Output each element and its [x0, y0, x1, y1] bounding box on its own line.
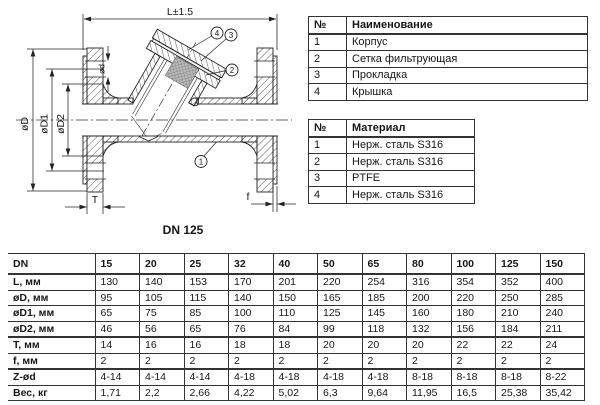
dimension-value-cell: 240: [540, 306, 585, 322]
row-number-cell: 3: [309, 67, 347, 84]
dimension-value-cell: 1,71: [95, 385, 140, 401]
dimension-value-cell: 220: [451, 290, 496, 306]
dn-size-header: 32: [229, 254, 274, 275]
dimension-value-cell: 118: [362, 321, 407, 337]
dimension-value-cell: 201: [273, 274, 318, 290]
table-row: [8, 369, 585, 385]
dimension-value-cell: 20: [318, 337, 363, 353]
dim-f-label: f: [246, 191, 250, 203]
dimension-value-cell: 316: [407, 274, 452, 290]
dn-size-header: 100: [451, 254, 496, 275]
drawing-caption: DN 125: [162, 223, 204, 237]
dimension-value-cell: 4-14: [140, 369, 185, 385]
dimension-value-cell: 65: [95, 306, 140, 322]
dn-size-header: 80: [407, 254, 452, 275]
row-number-cell: 1: [309, 137, 347, 154]
callout-3: 3: [228, 30, 234, 40]
dimension-value-cell: 2: [540, 353, 585, 369]
dimension-value-cell: 184: [496, 321, 541, 337]
table-row: [309, 84, 588, 101]
dimension-value-cell: 115: [184, 290, 229, 306]
dimension-row-label: Z-ød: [8, 369, 95, 385]
dimension-value-cell: 211: [540, 321, 585, 337]
dimension-value-cell: 250: [496, 290, 541, 306]
dimension-value-cell: 140: [140, 274, 185, 290]
dimension-value-cell: 20: [362, 337, 407, 353]
row-number-cell: 4: [309, 84, 347, 101]
dimension-value-cell: 354: [451, 274, 496, 290]
materials-col-number: №: [309, 120, 347, 137]
hub-left-bottom: [103, 136, 118, 156]
row-text-cell: Нерж. сталь S316: [347, 154, 475, 171]
table-row: [309, 67, 588, 84]
dimension-value-cell: 85: [184, 306, 229, 322]
dim-length-label: L±1.5: [166, 6, 194, 18]
parts-table: [308, 16, 588, 101]
dimension-value-cell: 352: [496, 274, 541, 290]
dimension-value-cell: 2: [451, 353, 496, 369]
dimension-value-cell: 35,42: [540, 385, 585, 401]
dimension-value-cell: 46: [95, 321, 140, 337]
valve-drawing: [0, 0, 302, 250]
dimension-value-cell: 2: [407, 353, 452, 369]
dimension-value-cell: 4-18: [362, 369, 407, 385]
table-header-row: [309, 120, 475, 137]
dimension-value-cell: 4-18: [273, 369, 318, 385]
parts-col-number: №: [309, 17, 347, 34]
table-row: [309, 187, 475, 204]
dimension-value-cell: 18: [229, 337, 274, 353]
dn-size-header: 40: [273, 254, 318, 275]
dimension-value-cell: 2,66: [184, 385, 229, 401]
dimension-value-cell: 22: [496, 337, 541, 353]
materials-table: [308, 119, 475, 204]
dimension-value-cell: 2: [184, 353, 229, 369]
row-number-cell: 2: [309, 51, 347, 68]
dimension-value-cell: 65: [184, 321, 229, 337]
dimension-value-cell: 105: [140, 290, 185, 306]
dimension-row-label: T, мм: [8, 337, 95, 353]
dimension-value-cell: 4-18: [229, 369, 274, 385]
dimension-row-label: L, мм: [8, 274, 95, 290]
row-number-cell: 3: [309, 170, 347, 187]
table-row: [309, 34, 588, 51]
dimension-row-label: øD1, мм: [8, 306, 95, 322]
dimension-value-cell: 8-18: [407, 369, 452, 385]
row-number-cell: 4: [309, 187, 347, 204]
row-text-cell: PTFE: [347, 170, 475, 187]
dimension-value-cell: 2: [95, 353, 140, 369]
dimension-value-cell: 16: [140, 337, 185, 353]
table-row: [8, 290, 585, 306]
dimension-value-cell: 220: [318, 274, 363, 290]
table-row: [309, 137, 475, 154]
parts-col-name: Наименование: [347, 17, 588, 34]
dimension-value-cell: 150: [273, 290, 318, 306]
dimension-value-cell: 132: [407, 321, 452, 337]
dn-size-header: 25: [184, 254, 229, 275]
dimension-value-cell: 20: [407, 337, 452, 353]
dimension-value-cell: 14: [95, 337, 140, 353]
dimension-value-cell: 8-22: [540, 369, 585, 385]
dimension-value-cell: 24: [540, 337, 585, 353]
dimension-value-cell: 16: [184, 337, 229, 353]
callout-1: 1: [198, 157, 204, 167]
row-text-cell: Нерж. сталь S316: [347, 137, 475, 154]
dn-size-header: 20: [140, 254, 185, 275]
dimension-row-label: Вес, кг: [8, 385, 95, 401]
dn-size-header: 15: [95, 254, 140, 275]
table-row: [8, 337, 585, 353]
dimension-value-cell: 56: [140, 321, 185, 337]
dn-size-header: 125: [496, 254, 541, 275]
dimension-value-cell: 156: [451, 321, 496, 337]
dimension-value-cell: 16,5: [451, 385, 496, 401]
dimension-value-cell: 125: [318, 306, 363, 322]
table-row: [309, 170, 475, 187]
dimension-value-cell: 165: [318, 290, 363, 306]
row-text-cell: Крышка: [347, 84, 588, 101]
dim-t-label: T: [91, 194, 99, 206]
dimension-value-cell: 4-14: [95, 369, 140, 385]
dn-size-header: 65: [362, 254, 407, 275]
dimension-value-cell: 4-18: [318, 369, 363, 385]
dn-size-header: 150: [540, 254, 585, 275]
dim-bolt-label: ød: [96, 64, 107, 74]
table-header-row: [309, 17, 588, 34]
row-text-cell: Корпус: [347, 34, 588, 51]
dimension-value-cell: 130: [95, 274, 140, 290]
dim-d1-label: øD1: [38, 114, 51, 134]
dimension-value-cell: 8-18: [451, 369, 496, 385]
dimension-value-cell: 95: [95, 290, 140, 306]
pipe-bottom-wall: [103, 136, 257, 142]
table-row: [309, 154, 475, 171]
dimension-value-cell: 200: [407, 290, 452, 306]
row-text-cell: Прокладка: [347, 67, 588, 84]
materials-col-name: Материал: [347, 120, 475, 137]
callout-2: 2: [229, 65, 235, 75]
dimension-value-cell: 4-14: [184, 369, 229, 385]
hub-left-top: [103, 84, 118, 104]
dimension-value-cell: 400: [540, 274, 585, 290]
table-header-row: [8, 254, 585, 275]
dimension-value-cell: 99: [318, 321, 363, 337]
dimension-value-cell: 2: [229, 353, 274, 369]
dimension-value-cell: 25,38: [496, 385, 541, 401]
dimension-value-cell: 2: [362, 353, 407, 369]
dimension-value-cell: 110: [273, 306, 318, 322]
table-row: [8, 353, 585, 369]
dimension-value-cell: 8-18: [496, 369, 541, 385]
dimension-value-cell: 180: [451, 306, 496, 322]
dimension-value-cell: 22: [451, 337, 496, 353]
dimension-value-cell: 2: [140, 353, 185, 369]
dimension-value-cell: 170: [229, 274, 274, 290]
dimension-row-label: f, мм: [8, 353, 95, 369]
dimension-value-cell: 254: [362, 274, 407, 290]
dimension-value-cell: 11,95: [407, 385, 452, 401]
table-row: [8, 321, 585, 337]
table-row: [8, 385, 585, 401]
dimension-row-label: øD, мм: [8, 290, 95, 306]
dimension-value-cell: 9,64: [362, 385, 407, 401]
dimension-value-cell: 160: [407, 306, 452, 322]
leg-wall-upper: [128, 53, 160, 103]
row-text-cell: Сетка фильтрующая: [347, 51, 588, 68]
row-text-cell: Нерж. сталь S316: [347, 187, 475, 204]
table-row: [8, 306, 585, 322]
dimension-value-cell: 145: [362, 306, 407, 322]
dimensions-table: [8, 253, 585, 401]
table-row: [309, 51, 588, 68]
row-number-cell: 2: [309, 154, 347, 171]
dimension-value-cell: 5,02: [273, 385, 318, 401]
dimension-value-cell: 2: [318, 353, 363, 369]
dimension-value-cell: 18: [273, 337, 318, 353]
dims-corner-label: DN: [8, 254, 95, 275]
dimension-value-cell: 84: [273, 321, 318, 337]
dim-d-label: øD: [19, 117, 31, 131]
dimension-value-cell: 153: [184, 274, 229, 290]
dimension-value-cell: 100: [229, 306, 274, 322]
dimension-value-cell: 76: [229, 321, 274, 337]
dimension-value-cell: 6,3: [318, 385, 363, 401]
hub-right-top: [242, 84, 257, 104]
hub-right-bottom: [242, 136, 257, 156]
dimension-value-cell: 185: [362, 290, 407, 306]
callout-4: 4: [214, 28, 220, 38]
dimension-value-cell: 4,22: [229, 385, 274, 401]
dimension-row-label: øD2, мм: [8, 321, 95, 337]
dimension-value-cell: 2,2: [140, 385, 185, 401]
dimension-value-cell: 75: [140, 306, 185, 322]
dimension-value-cell: 210: [496, 306, 541, 322]
table-row: [8, 274, 585, 290]
dimension-value-cell: 285: [540, 290, 585, 306]
row-number-cell: 1: [309, 34, 347, 51]
dn-size-header: 50: [318, 254, 363, 275]
dimension-value-cell: 2: [273, 353, 318, 369]
dimension-value-cell: 2: [496, 353, 541, 369]
dimension-value-cell: 140: [229, 290, 274, 306]
dim-d2-label: øD2: [55, 114, 67, 134]
